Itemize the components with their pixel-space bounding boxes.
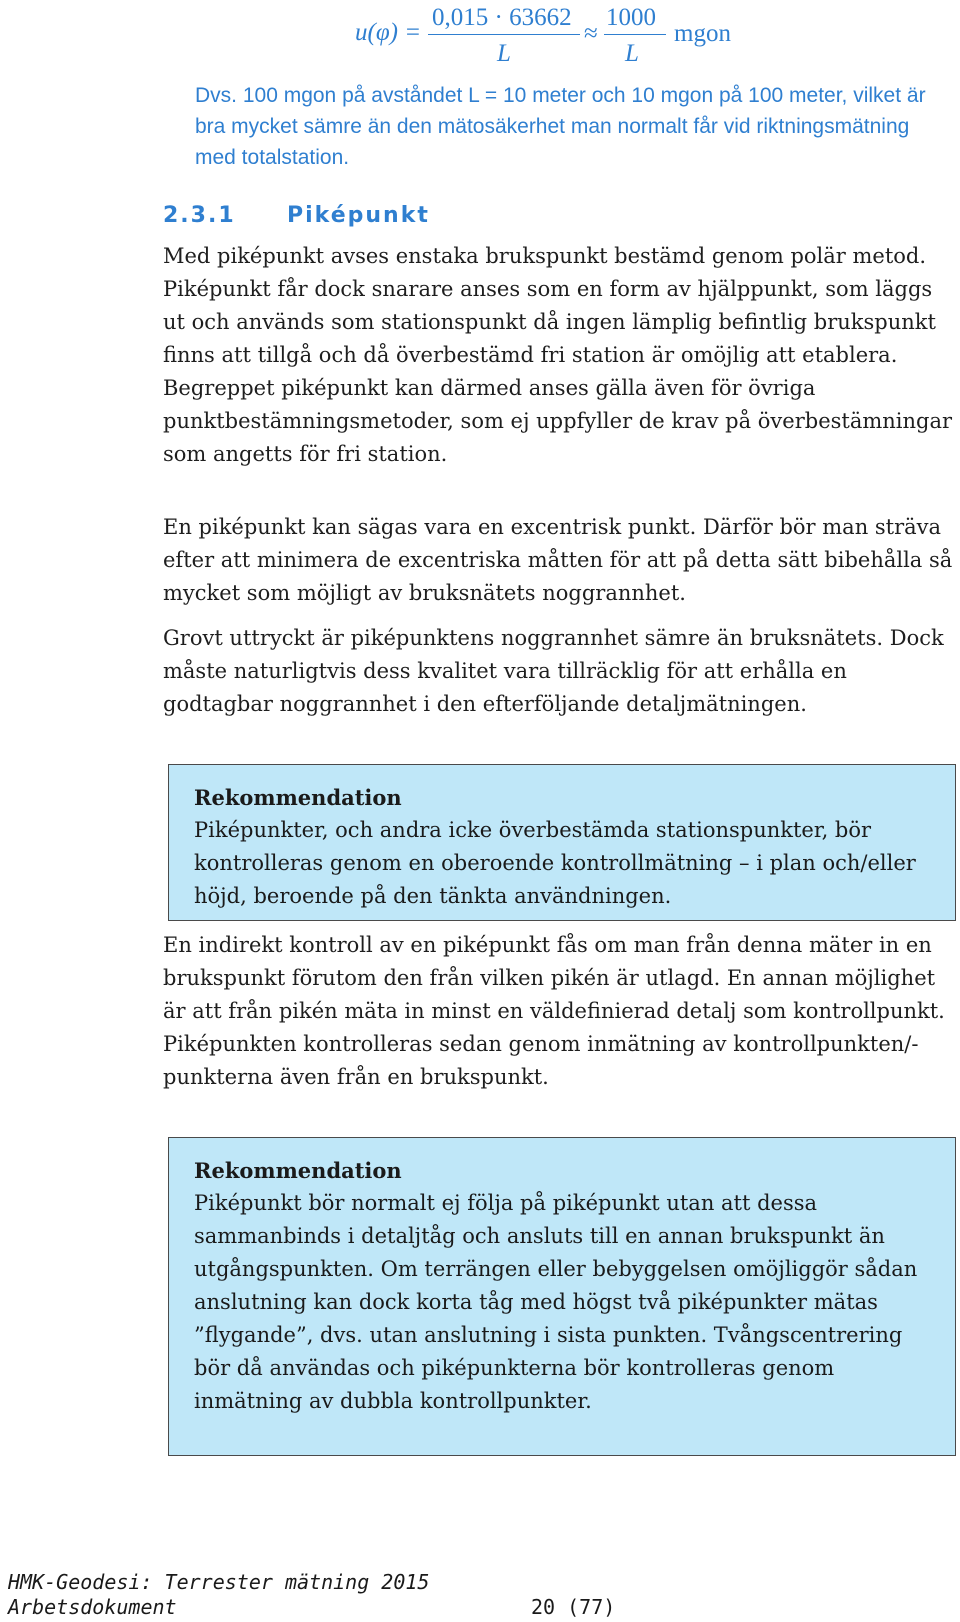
formula-denominator-1: L [497,40,511,67]
intro-text: Dvs. 100 mgon på avståndet L = 10 meter och 10 mgon på 100 meter, vilket är bra mycket sämre än den mätosäkerhet man normalt får vid riktningsmätning med totalstation. [195,84,926,169]
recommendation-title: Rekommendation [194,785,402,810]
paragraph: En indirekt kontroll av en piképunkt fås om man från denna mäter in en brukspunkt förutom den från vilken pikén är utlagd. En annan möjlighet är att från pikén mäta in minst en väldefinierad detalj som kontrollpunkt. Piképunkten kontrolleras sedan genom inmätning av kontrollpunkten/-punkterna även från en brukspunkt. [163,933,945,1089]
fraction-bar-2 [604,34,666,35]
formula-numerator-2: 1000 [606,4,656,31]
section-number: 2.3.1 [163,203,236,228]
paragraph: En piképunkt kan sägas vara en excentrisk punkt. Därför bör man sträva efter att minimera de excentriska måtten för att på detta sätt bibehålla så mycket som möjligt av bruksnätets noggrannhet. [163,515,953,605]
paragraph: Med piképunkt avses enstaka brukspunkt bestämd genom polär metod. Piképunkt får dock snarare anses som en form av hjälppunkt, som läggs ut och används som stationspunkt då ingen lämplig befintlig brukspunkt finns att tillgå och då överbestämd fri station är omöjlig att etablera. Begreppet piképunkt kan därmed anses gälla även för övriga punktbestämningsmetoder, som ej uppfyller de krav på överbestämningar som angetts för fri station. [163,244,953,466]
recommendation-text: Piképunkt bör normalt ej följa på piképunkt utan att dessa sammanbinds i detaljtåg och ansluts till en annan brukspunkt än utgångspunkten. Om terrängen eller bebyggelsen omöjliggör sådan anslutning kan dock korta tåg med högst två piképunkter mätas ”flygande”, dvs. utan anslutning i sista punkten. Tvångscentrering bör då användas och piképunkterna bör kontrolleras genom inmätning av dubbla kontrollpunkter. [194,1191,918,1413]
section-title: Piképunkt [287,203,430,228]
section-heading [163,203,923,228]
formula-numerator-1: 0,015 · 63662 [432,4,572,31]
formula-lhs: u(φ) = [355,19,422,46]
fraction-bar-1 [428,34,580,35]
footer-title: HMK-Geodesi: Terrester mätning 2015 [8,1570,430,1594]
recommendation-text: Piképunkter, och andra icke överbestämda stationspunkter, bör kontrolleras genom en oberoende kontrollmätning – i plan och/eller höjd, beroende på den tänkta användningen. [194,818,916,908]
formula-approx: ≈ [584,20,598,47]
footer-subtitle: Arbetsdokument [8,1595,177,1619]
formula [0,2,960,72]
recommendation-box [168,764,956,921]
paragraph: Grovt uttryckt är piképunktens noggrannhet sämre än bruksnätets. Dock måste naturligtvis dess kvalitet vara tillräcklig för att erhålla en godtagbar noggrannhet i den efterföljande detaljmätningen. [163,626,944,716]
formula-denominator-2: L [625,40,639,67]
recommendation-box [168,1137,956,1456]
formula-unit: mgon [674,20,731,47]
recommendation-title: Rekommendation [194,1158,402,1183]
page-number: 20 (77) [531,1595,616,1619]
